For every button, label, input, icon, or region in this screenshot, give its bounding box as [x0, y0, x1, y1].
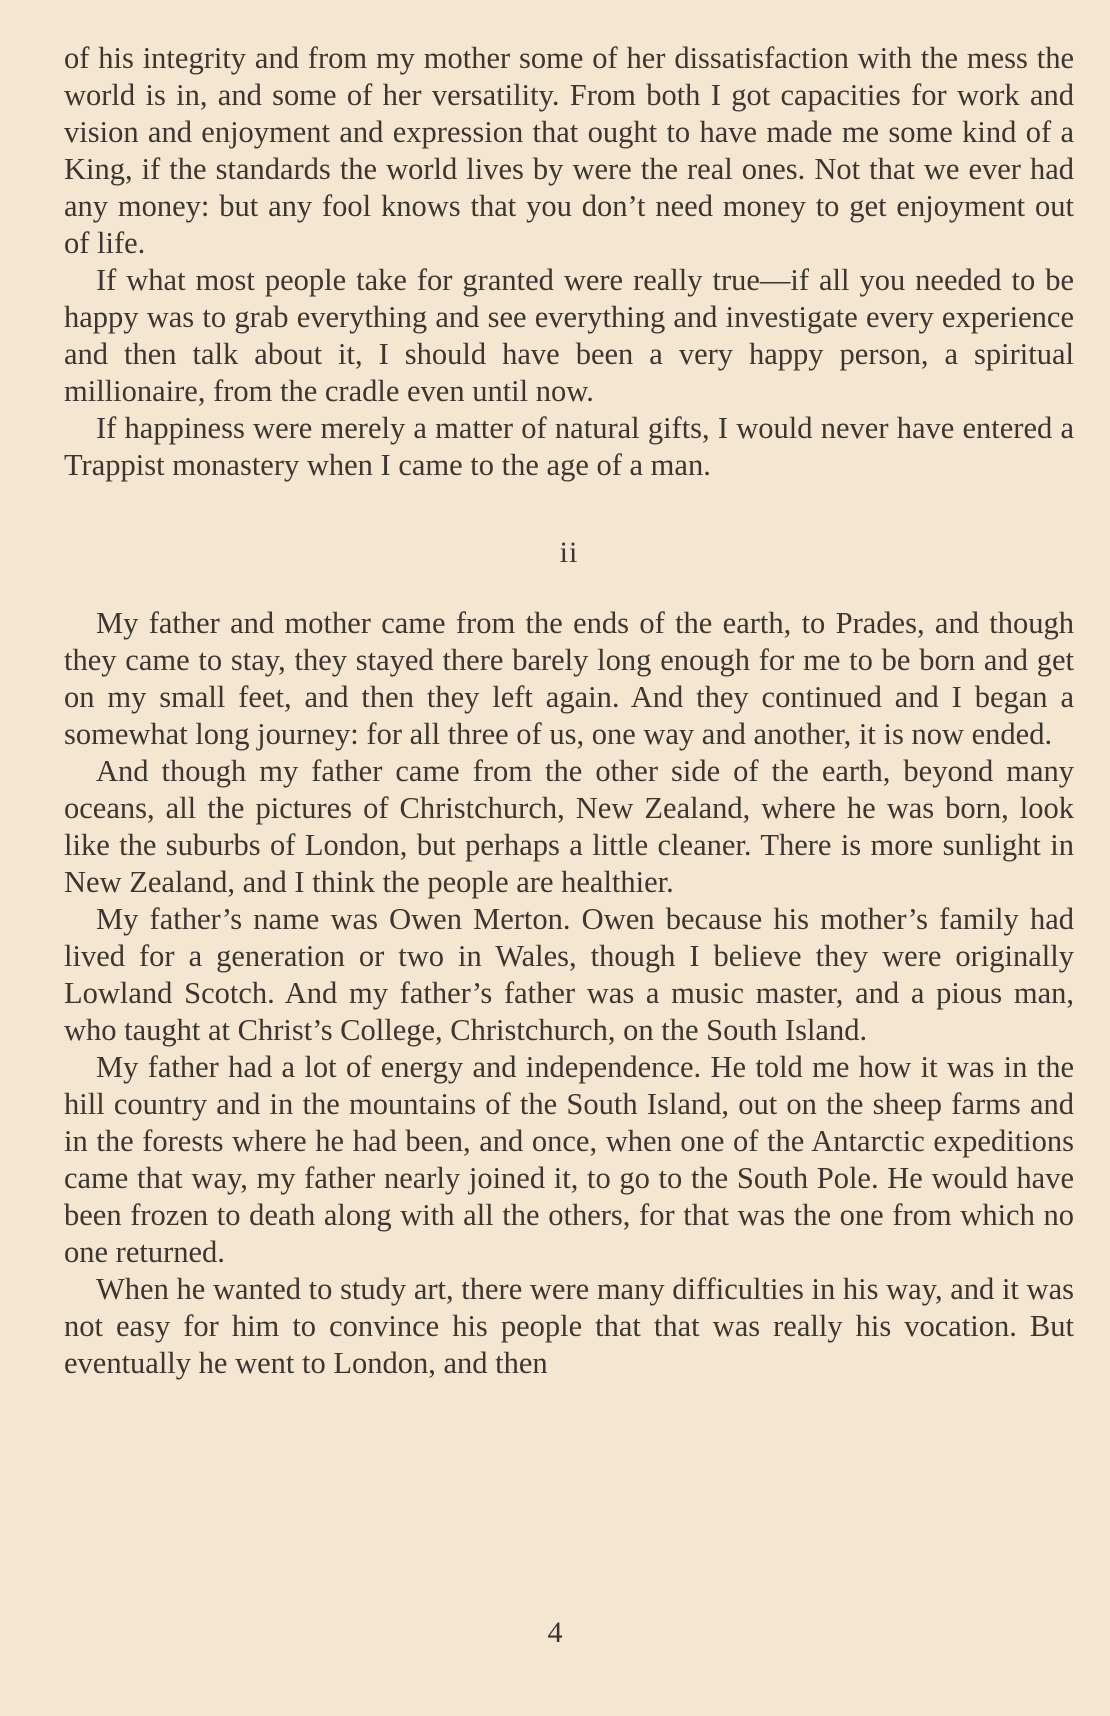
- paragraph: My father had a lot of energy and independence. He told me how it was in the hill country and in the mountains of the South Island, out on the sheep farms and in the forests where he had been, and once, when one of the Antarctic expeditions came that way, my father nearly joined it, to go to the South Pole. He would have been frozen to death along with all the others, for that was the one from which no one returned.: [64, 1050, 1074, 1269]
- page-number: 4: [547, 1616, 563, 1649]
- paragraph: When he wanted to study art, there were many difficulties in his way, and it was not easy for him to convince his people that that was really his vocation. But eventually he went to London, and then: [64, 1272, 1074, 1380]
- paragraph: My father and mother came from the ends of the earth, to Prades, and though they came to stay, they stayed there barely long enough for me to be born and get on my small feet, and then they left again. And they continued and I began a somewhat long journey: for all three of us, one way and another, it is now ended.: [64, 606, 1074, 751]
- section-heading: ii: [559, 536, 579, 569]
- section-two: [64, 605, 1074, 1382]
- paragraph: If happiness were merely a matter of natural gifts, I would never have entered a Trappist monastery when I came to the age of a man.: [64, 411, 1074, 482]
- section-one: [64, 40, 1074, 484]
- paragraph: If what most people take for granted were really true—if all you needed to be happy was to grab everything and see everything and investigate every experience and then talk about it, I should have been a very happy person, a spiritual millionaire, from the cradle even until now.: [64, 263, 1074, 408]
- paragraph: My father’s name was Owen Merton. Owen because his mother’s family had lived for a generation or two in Wales, though I believe they were originally Lowland Scotch. And my father’s father was a music master, and a pious man, who taught at Christ’s College, Christchurch, on the South Island.: [64, 902, 1074, 1047]
- page-body: [64, 40, 1074, 1382]
- paragraph: And though my father came from the other side of the earth, beyond many oceans, all the pictures of Christchurch, New Zealand, where he was born, look like the suburbs of London, but perhaps a little cleaner. There is more sunlight in New Zealand, and I think the people are healthier.: [64, 754, 1074, 899]
- paragraph: of his integrity and from my mother some of her dissatisfaction with the mess the world is in, and some of her versatility. From both I got capacities for work and vision and enjoyment and expression that ought to have made me some kind of a King, if the standards the world lives by were the real ones. Not that we ever had any money: but any fool knows that you don’t need money to get enjoyment out of life.: [64, 41, 1074, 260]
